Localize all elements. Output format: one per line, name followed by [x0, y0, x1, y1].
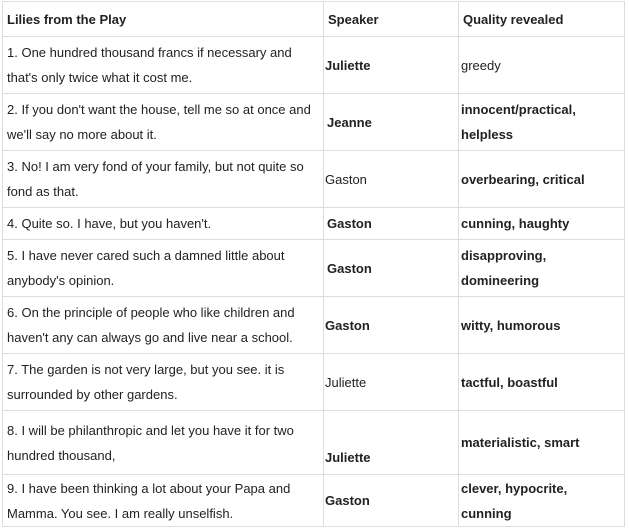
speaker-cell: Gaston	[324, 240, 459, 297]
lines-table	[2, 1, 625, 527]
table-row	[3, 240, 625, 297]
speaker-cell: Juliette	[324, 354, 459, 411]
quality-cell: tactful, boastful	[459, 354, 625, 411]
speaker-cell: Gaston	[324, 151, 459, 208]
table-row	[3, 208, 625, 240]
quality-cell: disapproving, domineering	[459, 240, 625, 297]
quality-cell: witty, humorous	[459, 297, 625, 354]
speaker-cell: Jeanne	[324, 94, 459, 151]
table-row	[3, 37, 625, 94]
speaker-cell: Gaston	[324, 208, 459, 240]
table-row	[3, 354, 625, 411]
table-row	[3, 94, 625, 151]
line-cell: 9. I have been thinking a lot about your Papa and Mamma. You see. I am really unselfish.	[3, 475, 324, 527]
line-cell: 5. I have never cared such a damned little about anybody's opinion.	[3, 240, 324, 297]
line-cell: 6. On the principle of people who like children and haven't any can always go and live near a school.	[3, 297, 324, 354]
speaker-cell: Gaston	[324, 297, 459, 354]
line-cell: 2. If you don't want the house, tell me so at once and we'll say no more about it.	[3, 94, 324, 151]
speaker-cell: Gaston	[324, 475, 459, 527]
table-row	[3, 411, 625, 475]
speaker-cell: Juliette	[324, 411, 459, 475]
line-cell: 3. No! I am very fond of your family, but not quite so fond as that.	[3, 151, 324, 208]
table-row	[3, 475, 625, 527]
table-row	[3, 297, 625, 354]
quality-cell: cunning, haughty	[459, 208, 625, 240]
line-cell: 4. Quite so. I have, but you haven't.	[3, 208, 324, 240]
quality-cell: materialistic, smart	[459, 411, 625, 475]
header-line: Lilies from the Play	[3, 2, 324, 37]
quality-cell: innocent/practical, helpless	[459, 94, 625, 151]
line-cell: 7. The garden is not very large, but you see. it is surrounded by other gardens.	[3, 354, 324, 411]
line-cell: 1. One hundred thousand francs if necessary and that's only twice what it cost me.	[3, 37, 324, 94]
table-row	[3, 151, 625, 208]
quality-cell: greedy	[459, 37, 625, 94]
quality-cell: overbearing, critical	[459, 151, 625, 208]
line-cell: 8. I will be philanthropic and let you have it for two hundred thousand,	[3, 411, 324, 475]
quality-cell: clever, hypocrite, cunning	[459, 475, 625, 527]
header-quality: Quality revealed	[459, 2, 625, 37]
header-speaker: Speaker	[324, 2, 459, 37]
speaker-cell: Juliette	[324, 37, 459, 94]
header-row	[3, 2, 625, 37]
